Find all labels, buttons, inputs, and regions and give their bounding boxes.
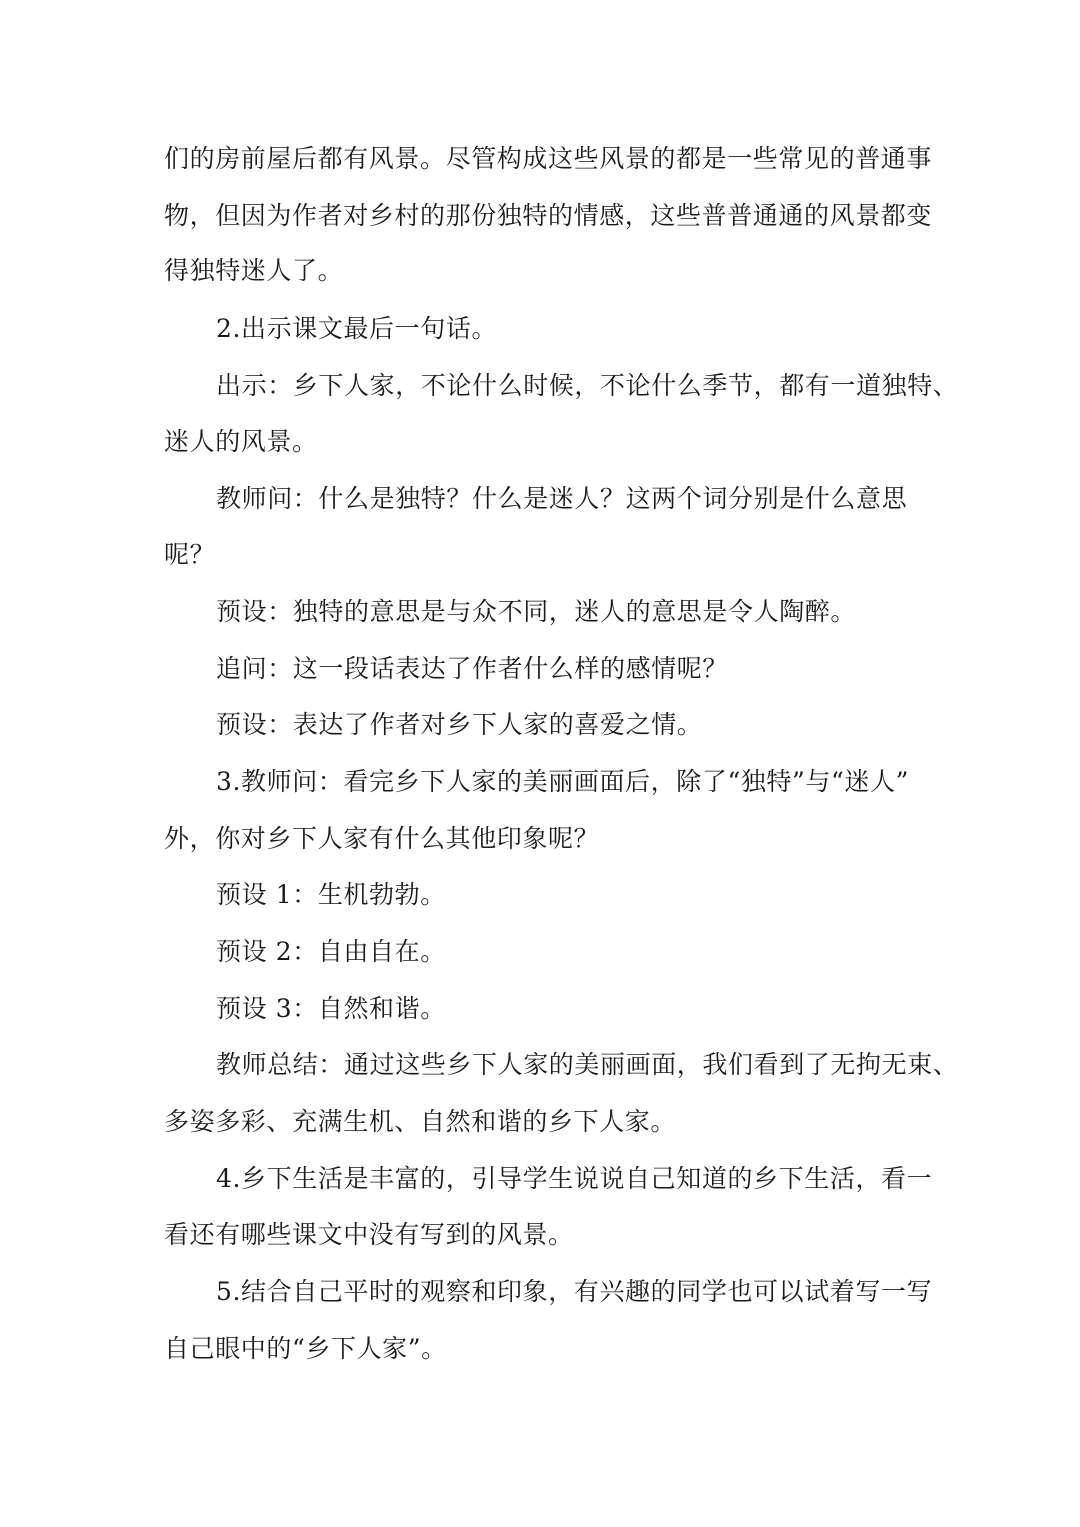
paragraph-line: 得独特迷人了。 xyxy=(164,256,344,285)
paragraph-line: 2.出示课文最后一句话。 xyxy=(216,314,498,343)
paragraph-line: 预设：独特的意思是与众不同，迷人的意思是令人陶醉。 xyxy=(216,597,857,626)
paragraph-line: 们的房前屋后都有风景。尽管构成这些风景的都是一些常见的普通事 xyxy=(164,144,933,173)
paragraph-line: 预设：表达了作者对乡下人家的喜爱之情。 xyxy=(216,710,703,739)
paragraph-line: 预设 2：自由自在。 xyxy=(216,937,446,966)
paragraph-line: 3.教师问：看完乡下人家的美丽画面后，除了“独特”与“迷人” xyxy=(216,767,909,796)
paragraph-line: 追问：这一段话表达了作者什么样的感情呢？ xyxy=(216,654,729,683)
paragraph-line: 迷人的风景。 xyxy=(164,427,318,456)
paragraph-line: 物，但因为作者对乡村的那份独特的情感，这些普普通通的风景都变 xyxy=(164,201,933,230)
paragraph-line: 自己眼中的“乡下人家”。 xyxy=(164,1334,447,1363)
paragraph-line: 预设 3：自然和谐。 xyxy=(216,994,446,1023)
paragraph-line: 出示：乡下人家，不论什么时候，不论什么季节，都有一道独特、 xyxy=(216,371,959,400)
paragraph-line: 预设 1：生机勃勃。 xyxy=(216,880,446,909)
paragraph-line: 教师问：什么是独特？什么是迷人？这两个词分别是什么意思 xyxy=(216,484,908,513)
paragraph-line: 4.乡下生活是丰富的，引导学生说说自己知道的乡下生活，看一 xyxy=(216,1164,933,1193)
paragraph-line: 5.结合自己平时的观察和印象，有兴趣的同学也可以试着写一写 xyxy=(216,1277,933,1306)
paragraph-line: 教师总结：通过这些乡下人家的美丽画面，我们看到了无拘无束、 xyxy=(216,1050,959,1079)
paragraph-line: 呢？ xyxy=(164,540,216,569)
paragraph-line: 外，你对乡下人家有什么其他印象呢？ xyxy=(164,824,600,853)
paragraph-line: 多姿多彩、充满生机、自然和谐的乡下人家。 xyxy=(164,1107,677,1136)
paragraph-line: 看还有哪些课文中没有写到的风景。 xyxy=(164,1220,574,1249)
